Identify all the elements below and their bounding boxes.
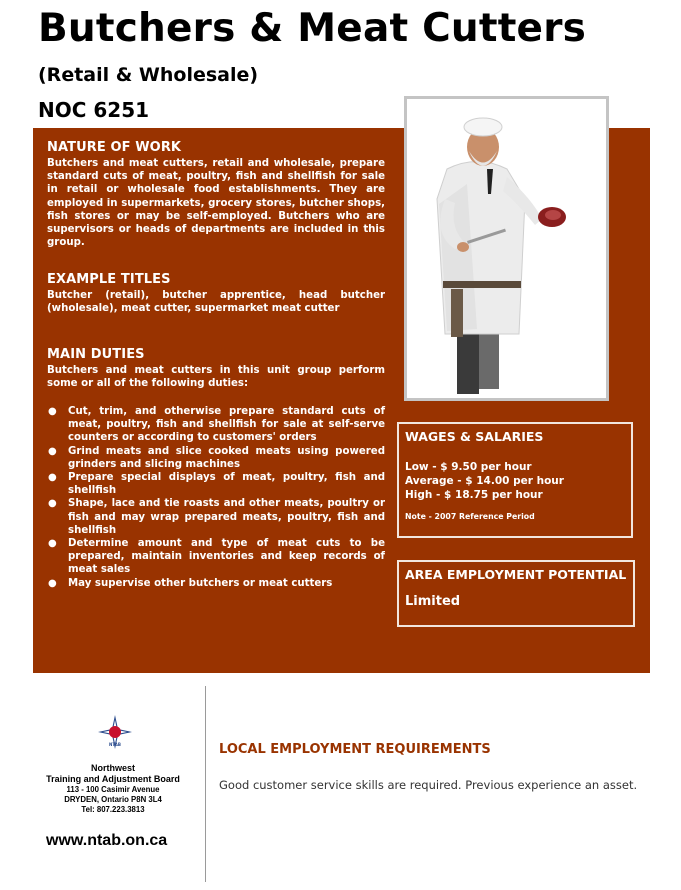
org-address-line1: 113 - 100 Casimir Avenue <box>66 785 160 794</box>
nature-of-work-text: Butchers and meat cutters, retail and wholesale, prepare standard cuts of meat, poultry, fish and shellfish for sale in retail or wholesale food establishments. They are employed in supermarkets, grocery stores, butcher shops, fish stores or may be self-employed. Butchers who are supervisors or heads of departments are included in this group. <box>47 158 385 249</box>
bullet-icon: ● <box>48 472 57 484</box>
wages-heading: WAGES & SALARIES <box>405 429 544 444</box>
list-item: ● May supervise other butchers or meat cutters <box>48 577 333 589</box>
local-requirements-heading: LOCAL EMPLOYMENT REQUIREMENTS <box>219 742 491 757</box>
list-item: ● Shape, lace and tie roasts and other meats, poultry or fish and may wrap prepared meats, poultry, fish and shellfish <box>48 498 385 536</box>
wage-average: Average - $ 14.00 per hour <box>405 475 564 487</box>
wages-box <box>397 422 633 538</box>
area-employment-value: Limited <box>405 594 461 609</box>
list-item: ● Prepare special displays of meat, poultry, fish and shellfish <box>48 472 385 497</box>
butcher-illustration <box>407 99 606 398</box>
website-link[interactable]: www.ntab.on.ca <box>46 832 168 849</box>
bullet-icon: ● <box>48 538 57 550</box>
org-name-line1: Northwest <box>90 763 135 773</box>
ntab-logo-icon <box>98 715 132 749</box>
main-duties-section <box>47 347 385 390</box>
local-requirements-text: Good customer service skills are required. Previous experience an asset. <box>219 778 638 792</box>
org-phone: Tel: 807.223.3813 <box>81 805 145 814</box>
main-duties-intro: Butchers and meat cutters in this unit group perform some or all of the following duties: <box>47 365 385 390</box>
list-item: ● Cut, trim, and otherwise prepare standard cuts of meat, poultry, fish and shellfish for sale at self-serve counters or according to customers' orders <box>48 406 385 444</box>
org-address-line2: DRYDEN, Ontario P8N 3L4 <box>64 795 162 804</box>
list-item: ● Grind meats and slice cooked meats using powered grinders and slicing machines <box>48 445 385 470</box>
noc-code: NOC 6251 <box>38 98 150 122</box>
nature-of-work-section <box>47 140 385 249</box>
bullet-icon: ● <box>48 498 57 510</box>
butcher-photo <box>404 96 609 401</box>
nature-of-work-heading: NATURE OF WORK <box>47 140 182 155</box>
organization-info <box>18 763 208 815</box>
example-titles-section <box>47 272 385 315</box>
example-titles-text: Butcher (retail), butcher apprentice, head butcher (wholesale), meat cutter, supermarket meat cutter <box>47 290 385 315</box>
org-name-line2: Training and Adjustment Board <box>46 774 180 784</box>
bullet-icon: ● <box>48 406 57 417</box>
wages-note: Note - 2007 Reference Period <box>405 512 535 521</box>
page-subtitle: (Retail & Wholesale) <box>38 64 259 86</box>
main-duties-heading: MAIN DUTIES <box>47 347 145 362</box>
area-employment-heading: AREA EMPLOYMENT POTENTIAL <box>405 567 627 582</box>
list-item: ● Determine amount and type of meat cuts to be prepared, maintain inventories and keep records of meat sales <box>48 538 385 576</box>
area-employment-box <box>397 560 635 627</box>
duties-list <box>47 405 385 590</box>
bullet-icon: ● <box>48 577 57 589</box>
wage-low: Low - $ 9.50 per hour <box>405 461 532 473</box>
example-titles-heading: EXAMPLE TITLES <box>47 272 171 287</box>
wage-high: High - $ 18.75 per hour <box>405 489 543 501</box>
logo-text: NTAB <box>109 742 121 747</box>
page-title: Butchers & Meat Cutters <box>38 6 587 51</box>
bullet-icon: ● <box>48 445 57 457</box>
